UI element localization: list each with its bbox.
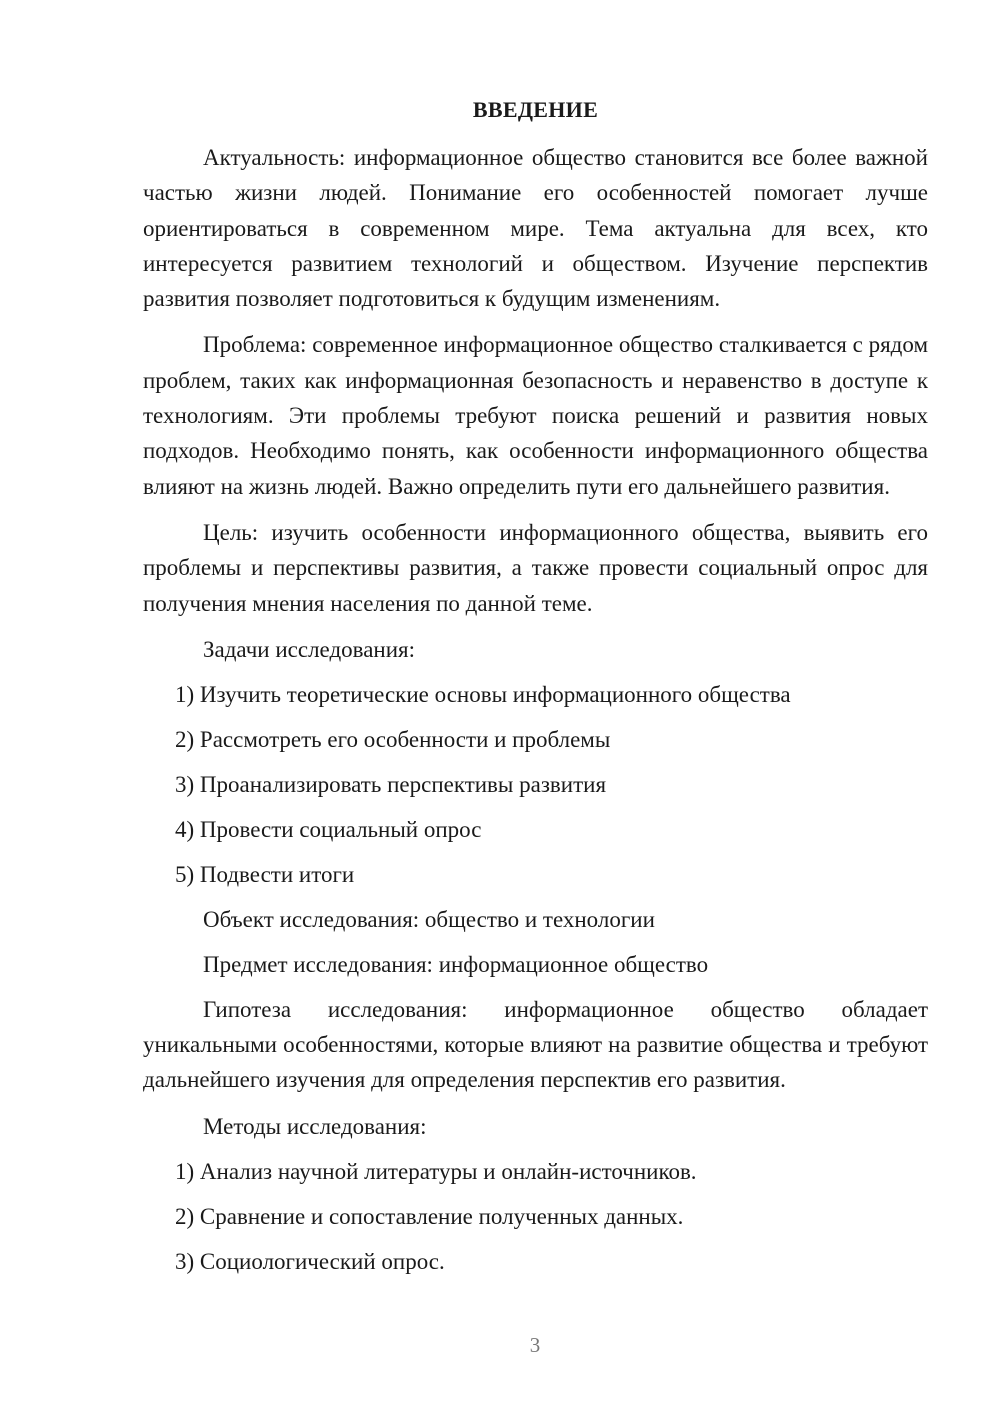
hypothesis-paragraph: Гипотеза исследования: информационное общество обладает уникальными особенностями, которые влияют на развитие общества и требуют дальнейшего изучения для определения перспектив его развития.	[143, 996, 928, 1093]
tasks-list	[143, 677, 928, 892]
method-item: 3) Социологический опрос.	[175, 1248, 445, 1274]
methods-list	[143, 1154, 928, 1279]
page-content	[143, 94, 928, 1289]
tasks-label: Задачи исследования:	[203, 636, 416, 662]
method-item: 1) Анализ научной литературы и онлайн-источников.	[175, 1158, 697, 1184]
subject-line: Предмет исследования: информационное общество	[203, 951, 709, 977]
task-item: 5) Подвести итоги	[175, 861, 355, 887]
object-line: Объект исследования: общество и технологии	[203, 906, 655, 932]
relevance-paragraph: Актуальность: информационное общество становится все более важной частью жизни людей. Понимание его особенностей помогает лучше ориентироваться в современном мире. Тема актуальна для всех, кто интересуется развитием технологий и обществом. Изучение перспектив развития позволяет подготовиться к будущим изменениям.	[143, 145, 928, 312]
task-item: 4) Провести социальный опрос	[175, 816, 482, 842]
method-item: 2) Сравнение и сопоставление полученных данных.	[175, 1203, 684, 1229]
task-item: 2) Рассмотреть его особенности и проблемы	[175, 726, 611, 752]
task-item: 3) Проанализировать перспективы развития	[175, 771, 607, 797]
section-heading: ВВЕДЕНИЕ	[472, 97, 599, 122]
task-item: 1) Изучить теоретические основы информационного общества	[175, 681, 791, 707]
goal-paragraph: Цель: изучить особенности информационного общества, выявить его проблемы и перспективы развития, а также провести социальный опрос для получения мнения населения по данной теме.	[143, 519, 928, 616]
methods-label: Методы исследования:	[203, 1113, 427, 1139]
page-number: 3	[529, 1333, 541, 1357]
problem-paragraph: Проблема: современное информационное общество сталкивается с рядом проблем, таких как информационная безопасность и неравенство в доступе к технологиям. Эти проблемы требуют поиска решений и развития новых подходов. Необходимо понять, как особенности информационного общества влияют на жизнь людей. Важно определить пути его дальнейшего развития.	[143, 332, 928, 499]
